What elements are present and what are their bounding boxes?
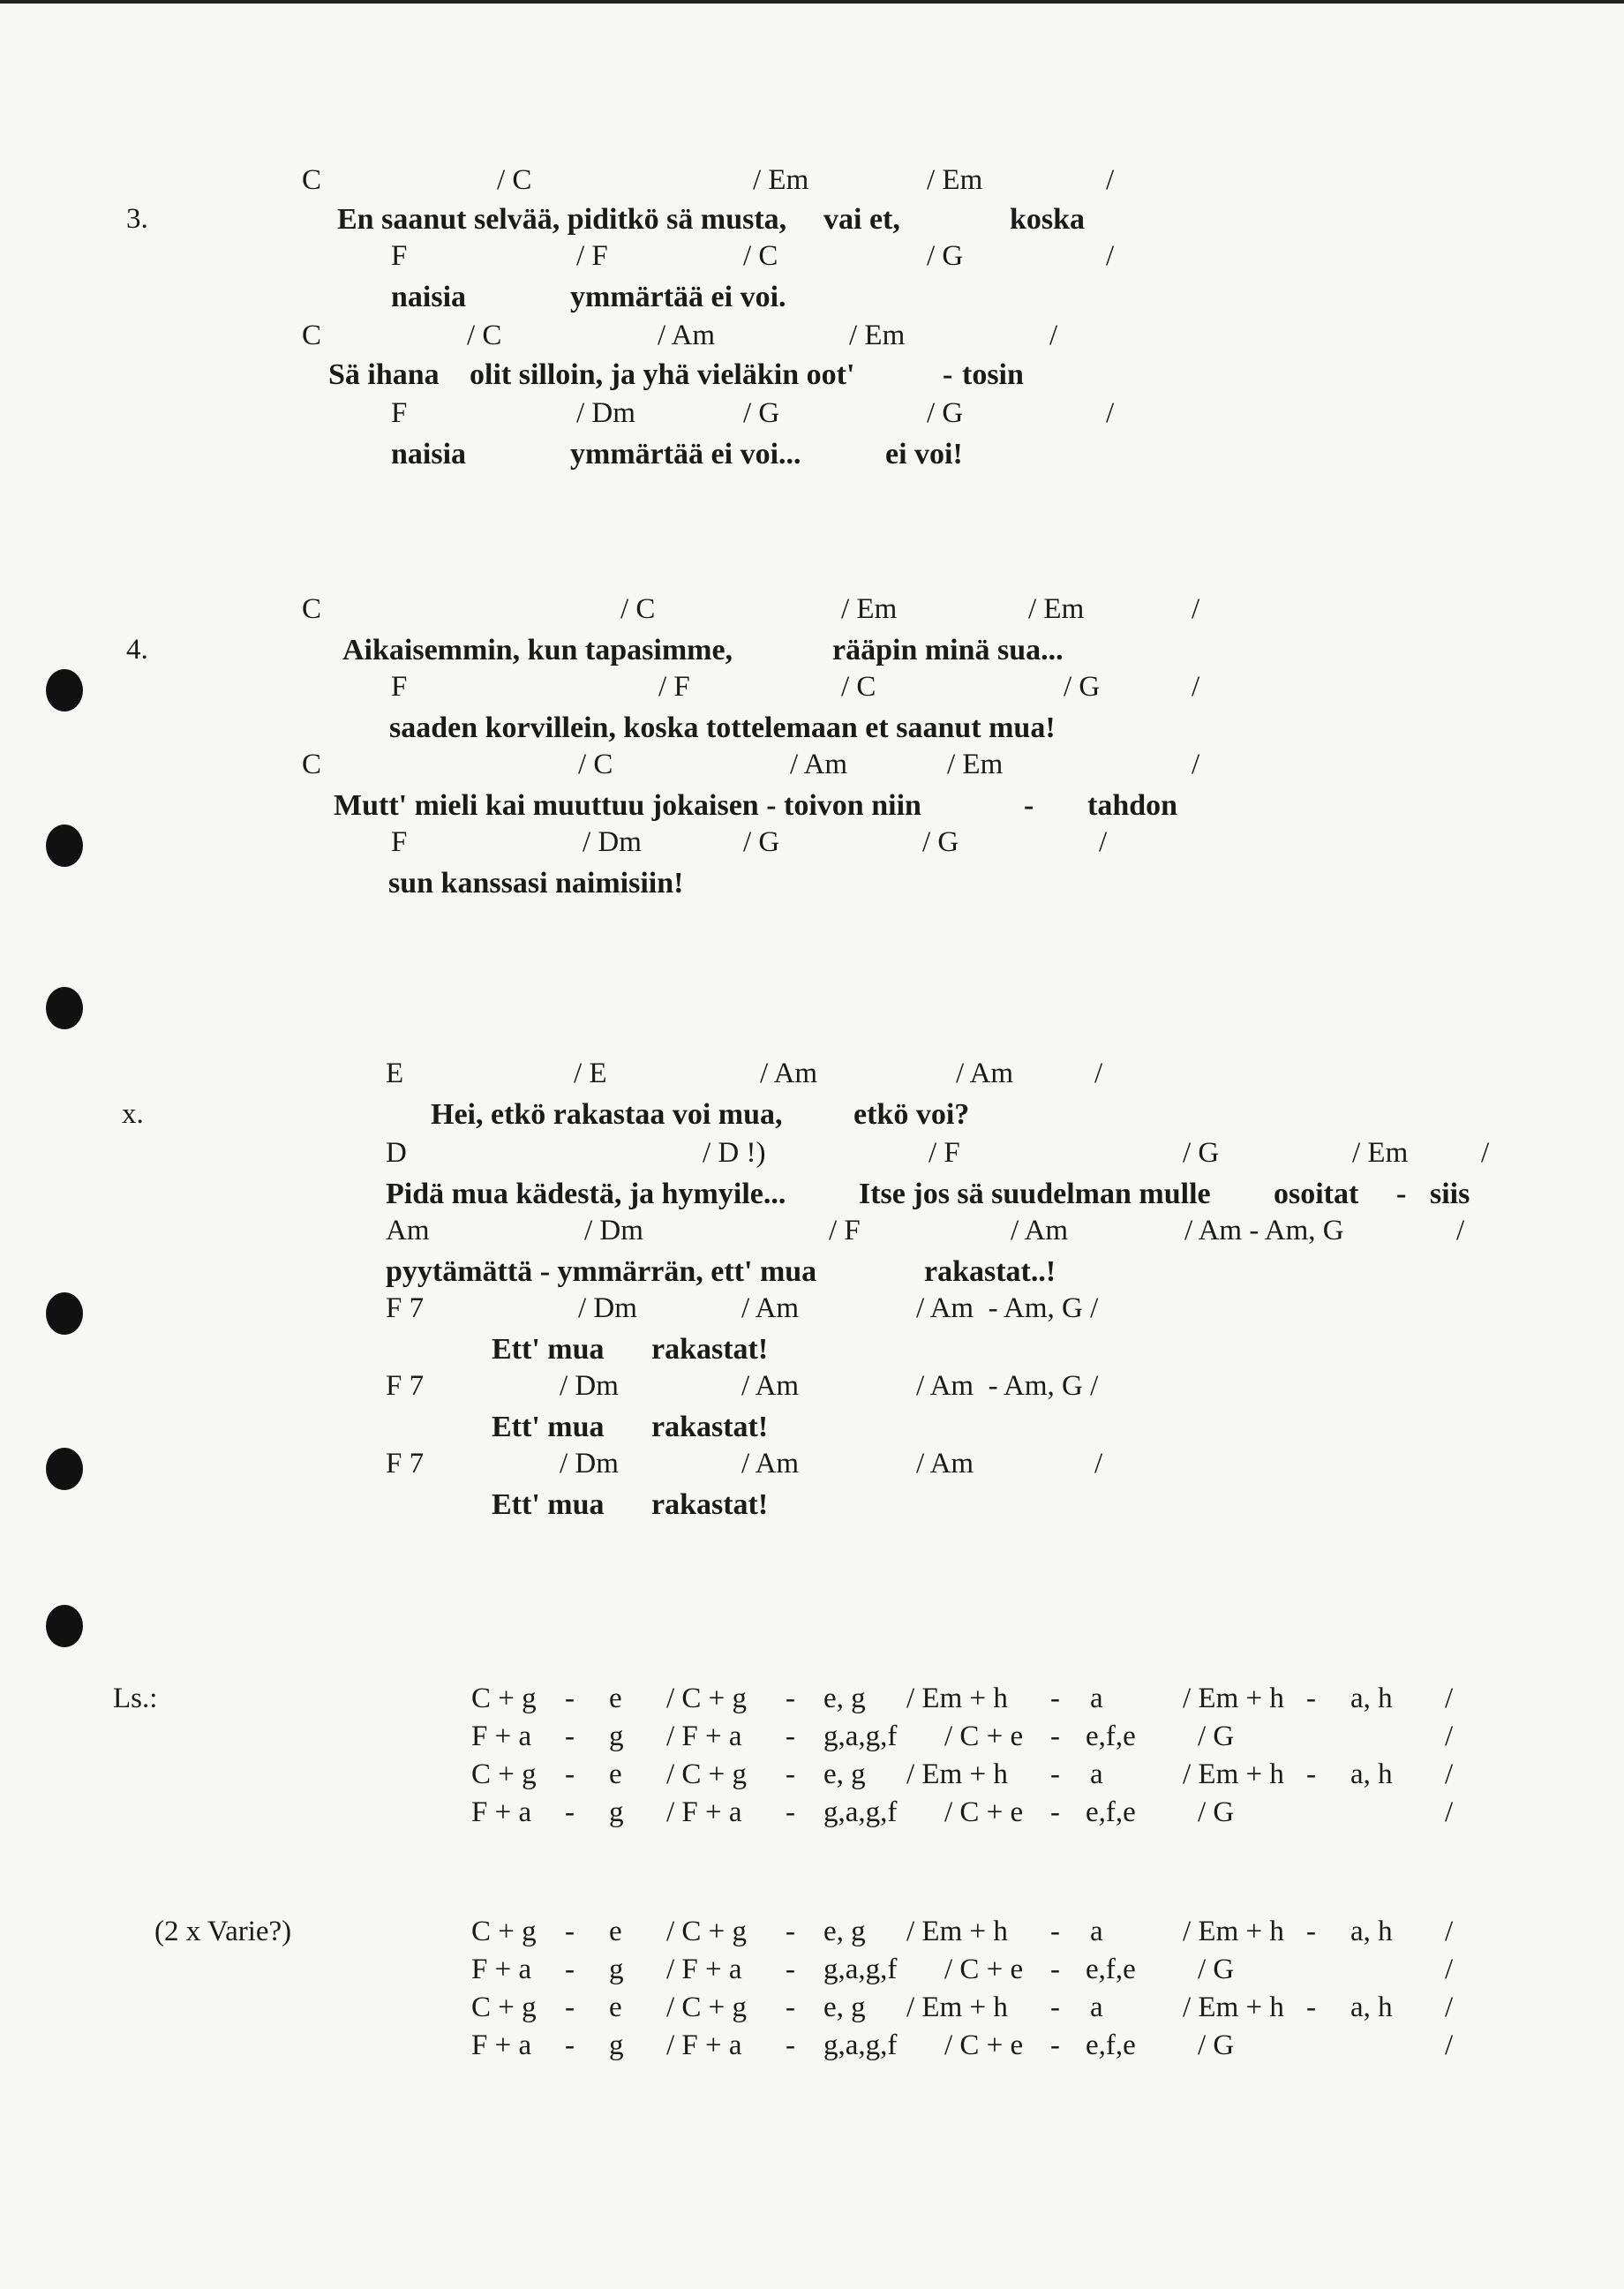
tab-cell: / C + e: [944, 1954, 1024, 1985]
tab-cell: / Em + h: [906, 1916, 1008, 1947]
tab-cell: / Em + h: [906, 1758, 1008, 1790]
tab-cell: -: [1050, 1758, 1060, 1790]
tab-cell: / G: [1198, 1954, 1235, 1985]
chord: / Em: [1028, 593, 1085, 625]
chord: / C: [578, 749, 613, 780]
binder-hole-6: [46, 1605, 83, 1647]
tab-cell: -: [565, 1721, 575, 1752]
tab-cell: / C + g: [666, 1683, 748, 1714]
chord: / F: [929, 1137, 960, 1169]
lyric: En saanut selvää, piditkö sä musta,: [337, 203, 787, 236]
tab-cell: / C + g: [666, 1758, 748, 1790]
lyric-line: [0, 438, 963, 606]
chord: C: [302, 749, 322, 780]
tab-cell: -: [786, 1721, 795, 1752]
chord: / C: [743, 240, 778, 272]
lyric: rakastat!: [651, 1333, 769, 1366]
tab-cell: /: [1445, 1796, 1454, 1828]
chord: /: [1192, 671, 1200, 703]
chord: Am: [386, 1215, 430, 1246]
binder-hole-5: [46, 1448, 83, 1490]
chord: / G: [1064, 671, 1101, 703]
verse-4-label: 4.: [126, 634, 148, 666]
tab-cell: /: [1445, 1954, 1454, 1985]
chord: /: [1106, 164, 1115, 196]
tab-cell: / Em + h: [1183, 1758, 1284, 1790]
tab-cell: g,a,g,f: [823, 1954, 898, 1985]
lyric: Mutt' mieli kai muuttuu jokaisen - toivon niin: [334, 789, 921, 822]
lyric: naisia: [391, 281, 467, 313]
lyric: Itse jos sä suudelman mulle: [859, 1178, 1211, 1210]
tab-cell: e,f,e: [1086, 1954, 1136, 1985]
lyric: sun kanssasi naimisiin!: [388, 867, 684, 900]
chord: /: [1099, 826, 1108, 858]
tab-cell: -: [1050, 1992, 1060, 2023]
lyric: saaden korvillein, koska tottelemaan et saanut mua!: [389, 712, 1056, 744]
chord: /: [1049, 320, 1058, 351]
tab-cell: a, h: [1350, 1992, 1393, 2023]
tab-cell: a: [1090, 1758, 1103, 1790]
chord: / Em: [849, 320, 906, 351]
binder-hole-4: [46, 1292, 83, 1335]
chord: / G: [922, 826, 959, 858]
binder-hole-1: [46, 669, 83, 712]
chord: / Dm: [578, 1292, 637, 1324]
tab-cell: a, h: [1350, 1916, 1393, 1947]
chord: F: [391, 397, 408, 429]
tab-cell: -: [1050, 1683, 1060, 1714]
chord: / G: [743, 397, 780, 429]
tab-cell: -: [565, 2029, 575, 2061]
chord: / Dm: [583, 826, 642, 858]
tab-cell: -: [786, 1796, 795, 1828]
chord: / Am: [790, 749, 848, 780]
lyric: Aikaisemmin, kun tapasimme,: [342, 634, 733, 666]
tab-cell: e: [609, 1683, 622, 1714]
tab-cell: -: [786, 2029, 795, 2061]
tab-cell: -: [1050, 1954, 1060, 1985]
tab-cell: / Em + h: [906, 1992, 1008, 2023]
chord: /: [1192, 593, 1200, 625]
tab-cell: e,f,e: [1086, 1721, 1136, 1752]
lyric: Hei, etkö rakastaa voi mua,: [431, 1098, 783, 1131]
chord: / E: [574, 1058, 607, 1089]
tab-cell: -: [565, 1916, 575, 1947]
tab-cell: -: [565, 1954, 575, 1985]
chord: /: [1094, 1448, 1103, 1480]
verse-3-label: 3.: [126, 203, 148, 235]
chord: / F: [658, 671, 690, 703]
chord: / Em: [1352, 1137, 1409, 1169]
chord: /: [1106, 240, 1115, 272]
tab-cell: /: [1445, 1916, 1454, 1947]
chord: / Am - Am, G /: [916, 1370, 1099, 1402]
tab-cell: -: [786, 1916, 795, 1947]
chord: / G: [927, 397, 964, 429]
tab-cell: a, h: [1350, 1683, 1393, 1714]
lyric: osoitat: [1274, 1178, 1359, 1210]
tab-cell: -: [1306, 1916, 1316, 1947]
chord: / Dm: [584, 1215, 643, 1246]
binder-hole-2: [46, 824, 83, 867]
chord: / Am - Am, G: [1184, 1215, 1344, 1246]
chord: / D !): [703, 1137, 766, 1169]
tab-cell: / F + a: [666, 1796, 742, 1828]
lyric: rakastat..!: [924, 1255, 1056, 1288]
chord: / Em: [927, 164, 983, 196]
tab-cell: /: [1445, 1683, 1454, 1714]
lyric: Ett' mua: [492, 1333, 605, 1366]
lyric: Ett' mua: [492, 1411, 605, 1443]
tab-cell: / C + e: [944, 2029, 1024, 2061]
lyric: siis: [1430, 1178, 1470, 1210]
tab-cell: C + g: [471, 1992, 537, 2023]
lyric: naisia: [391, 438, 467, 471]
tab-cell: C + g: [471, 1758, 537, 1790]
chord: /: [1481, 1137, 1490, 1169]
tab-cell: -: [565, 1683, 575, 1714]
lyric: rakastat!: [651, 1488, 769, 1521]
lyric-line: [0, 867, 684, 968]
chord: / Am - Am, G /: [916, 1292, 1099, 1324]
chord: / G: [1183, 1137, 1220, 1169]
chord: / Dm: [560, 1448, 619, 1480]
tab-cell: -: [1050, 2029, 1060, 2061]
chord: / G: [927, 240, 964, 272]
tab-cell: / Em + h: [906, 1683, 1008, 1714]
tab-cell: / G: [1198, 1721, 1235, 1752]
lyric: -: [1024, 789, 1034, 822]
chord: / G: [743, 826, 780, 858]
chord: C: [302, 320, 322, 351]
lyric: Pidä mua kädestä, ja hymyile...: [386, 1178, 786, 1210]
lyric: ymmärtää ei voi...: [570, 438, 801, 471]
lyric: vai et,: [823, 203, 900, 236]
lyric: ymmärtää ei voi.: [570, 281, 786, 313]
chord: / Am: [956, 1058, 1014, 1089]
tab-cell: a: [1090, 1683, 1103, 1714]
chord: / C: [841, 671, 876, 703]
lyric: rakastat!: [651, 1411, 769, 1443]
chord: / Am: [916, 1448, 974, 1480]
bass-label: Ls.:: [113, 1683, 158, 1714]
tab-cell: -: [565, 1992, 575, 2023]
tab-cell: -: [786, 1683, 795, 1714]
chord: F 7: [386, 1370, 425, 1402]
tab-cell: F + a: [471, 1796, 532, 1828]
tab-cell: g: [609, 2029, 624, 2061]
chord: / F: [576, 240, 608, 272]
tab-cell: g: [609, 1721, 624, 1752]
tab-cell: / F + a: [666, 2029, 742, 2061]
tab-cell: / F + a: [666, 1721, 742, 1752]
lyric: -: [1396, 1178, 1407, 1210]
chord: / Am: [658, 320, 716, 351]
chord: F 7: [386, 1292, 425, 1324]
tab-cell: -: [1306, 1758, 1316, 1790]
chord: / C: [497, 164, 532, 196]
tab-cell: / Em + h: [1183, 1916, 1284, 1947]
tab-cell: -: [1050, 1721, 1060, 1752]
tab-cell: -: [786, 1758, 795, 1790]
tab-cell: C + g: [471, 1683, 537, 1714]
chord: / Am: [741, 1292, 800, 1324]
tab-cell: a, h: [1350, 1758, 1393, 1790]
tab-cell: -: [786, 1992, 795, 2023]
chord: F: [391, 240, 408, 272]
tab-cell: F + a: [471, 2029, 532, 2061]
lyric: tosin: [962, 358, 1024, 391]
tab-cell: a: [1090, 1992, 1103, 2023]
chord: / Am: [1011, 1215, 1069, 1246]
variation-label: (2 x Varie?): [154, 1916, 292, 1947]
tab-cell: C + g: [471, 1916, 537, 1947]
lyric: rääpin minä sua...: [832, 634, 1064, 666]
tab-cell: / C + e: [944, 1796, 1024, 1828]
lyric: pyytämättä - ymmärrän, ett' mua: [386, 1255, 817, 1288]
tab-cell: -: [786, 1954, 795, 1985]
chord: F 7: [386, 1448, 425, 1480]
tab-cell: / C + g: [666, 1916, 748, 1947]
lyric: -: [943, 358, 953, 391]
chord: / C: [467, 320, 502, 351]
chord: F: [391, 826, 408, 858]
tab-cell: F + a: [471, 1721, 532, 1752]
tab-cell: e,f,e: [1086, 2029, 1136, 2061]
chord: / Am: [741, 1370, 800, 1402]
tab-cell: g,a,g,f: [823, 1721, 898, 1752]
tab-cell: -: [565, 1758, 575, 1790]
tab-cell: e: [609, 1992, 622, 2023]
chord: C: [302, 593, 322, 625]
binder-hole-3: [46, 987, 83, 1029]
tab-cell: F + a: [471, 1954, 532, 1985]
chord: C: [302, 164, 322, 196]
tab-cell: -: [1306, 1683, 1316, 1714]
chorus-label: x.: [122, 1098, 144, 1130]
lyric: koska: [1010, 203, 1086, 236]
tab-cell: / G: [1198, 2029, 1235, 2061]
tab-cell: g,a,g,f: [823, 1796, 898, 1828]
chord: F: [391, 671, 408, 703]
tab-cell: -: [1050, 1916, 1060, 1947]
tab-cell: / C + g: [666, 1992, 748, 2023]
chord: / Am: [760, 1058, 818, 1089]
tab-cell: /: [1445, 1721, 1454, 1752]
chord: / Dm: [560, 1370, 619, 1402]
tab-cell: g: [609, 1954, 624, 1985]
tab-cell: a: [1090, 1916, 1103, 1947]
lyric: Ett' mua: [492, 1488, 605, 1521]
tab-cell: -: [565, 1796, 575, 1828]
chord: / Em: [947, 749, 1004, 780]
tab-cell: / F + a: [666, 1954, 742, 1985]
tab-cell: e, g: [823, 1758, 866, 1790]
chord: / Dm: [576, 397, 635, 429]
chord: /: [1192, 749, 1200, 780]
tab-cell: /: [1445, 2029, 1454, 2061]
tab-cell: e: [609, 1916, 622, 1947]
chord: / Em: [753, 164, 809, 196]
tab-cell: /: [1445, 1758, 1454, 1790]
tab-cell: e, g: [823, 1916, 866, 1947]
chord: D: [386, 1137, 407, 1169]
tab-cell: e, g: [823, 1683, 866, 1714]
chord: /: [1094, 1058, 1103, 1089]
lyric: olit silloin, ja yhä vieläkin oot': [470, 358, 855, 391]
chord: / Am: [741, 1448, 800, 1480]
tab-cell: e, g: [823, 1992, 866, 2023]
tab-cell: g: [609, 1796, 624, 1828]
page-top-border: [0, 0, 1624, 4]
lyric: ei voi!: [885, 438, 963, 471]
lyric: etkö voi?: [853, 1098, 970, 1131]
chord: E: [386, 1058, 404, 1089]
lyric: tahdon: [1087, 789, 1178, 822]
tab-cell: -: [1306, 1992, 1316, 2023]
chord: /: [1456, 1215, 1465, 1246]
chord: / Em: [841, 593, 898, 625]
tab-cell: /: [1445, 1992, 1454, 2023]
tab-cell: e: [609, 1758, 622, 1790]
tab-cell: / Em + h: [1183, 1992, 1284, 2023]
chord: / C: [620, 593, 656, 625]
lyric-line: [0, 1488, 769, 1623]
tab-cell: e,f,e: [1086, 1796, 1136, 1828]
chord: / F: [829, 1215, 861, 1246]
tab-cell: g,a,g,f: [823, 2029, 898, 2061]
chord: /: [1106, 397, 1115, 429]
tab-cell: / Em + h: [1183, 1683, 1284, 1714]
tab-cell: / C + e: [944, 1721, 1024, 1752]
lyric: Sä ihana: [328, 358, 440, 391]
tab-cell: / G: [1198, 1796, 1235, 1828]
tab-cell: -: [1050, 1796, 1060, 1828]
